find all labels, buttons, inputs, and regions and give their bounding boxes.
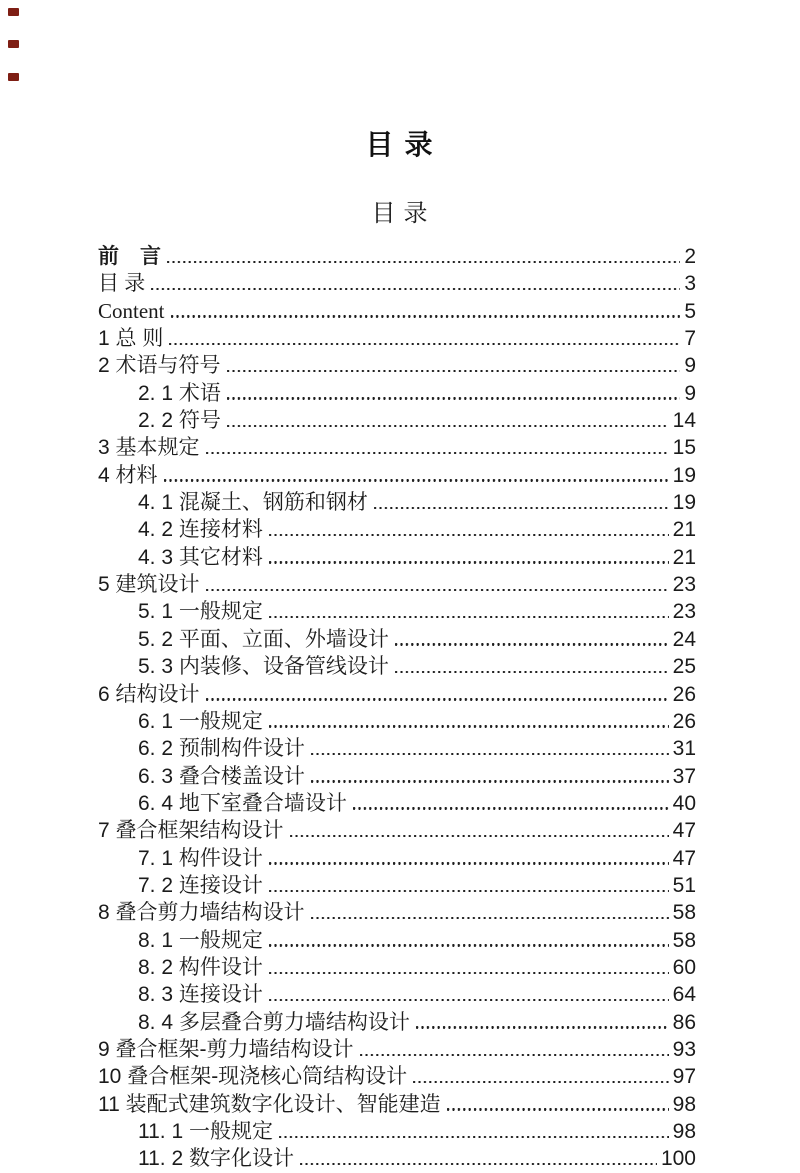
toc-entry-page: 64: [672, 983, 696, 1007]
toc-entry[interactable]: [98, 1036, 696, 1063]
toc-entry[interactable]: [98, 544, 696, 571]
toc-entry-label: Content: [98, 298, 165, 323]
toc-entry-page: 37: [672, 764, 696, 788]
toc-entry[interactable]: [98, 1063, 696, 1090]
dot-leader: [227, 397, 680, 399]
toc-entry-page: 98: [672, 1120, 696, 1143]
dot-leader: [206, 452, 669, 454]
toc-entry-page: 3: [684, 272, 696, 296]
toc-entry[interactable]: [98, 380, 696, 407]
dot-leader: [395, 643, 669, 645]
dot-leader: [395, 671, 669, 673]
toc-entry-label: 4. 1 混凝土、钢筋和钢材: [138, 491, 368, 515]
toc-entry-page: 58: [672, 901, 696, 925]
toc-entry[interactable]: [98, 1091, 696, 1118]
dot-leader: [311, 917, 669, 919]
toc-entry[interactable]: [98, 872, 696, 899]
toc-entry[interactable]: [98, 571, 696, 598]
toc-entry[interactable]: [98, 981, 696, 1008]
toc-entry-page: 7: [684, 327, 696, 351]
toc-entry-label: 11 装配式建筑数字化设计、智能建造: [98, 1092, 441, 1116]
toc-entry-page: 5: [684, 299, 696, 323]
dot-leader: [269, 944, 669, 946]
toc-entry[interactable]: [98, 516, 696, 543]
dot-leader: [353, 807, 669, 809]
toc-entry-page: 31: [672, 737, 696, 761]
dot-leader: [269, 890, 669, 892]
toc-entry-page: 40: [672, 791, 696, 815]
toc-entry[interactable]: [98, 653, 696, 680]
toc-entry-label: 8. 2 构件设计: [138, 955, 263, 979]
dot-leader: [164, 479, 669, 481]
toc-entry-label: 4 材料: [98, 463, 158, 487]
toc-entry-page: 100: [660, 1147, 696, 1171]
red-stamp-mark: [8, 8, 19, 16]
dot-leader: [311, 753, 669, 755]
toc-entry-page: 26: [672, 709, 696, 733]
toc-entry-label: 8. 3 连接设计: [138, 983, 263, 1007]
toc-entry-label: 5. 2 平面、立面、外墙设计: [138, 627, 389, 651]
toc-entry-label: 5. 3 内装修、设备管线设计: [138, 655, 389, 679]
dot-leader: [413, 1081, 668, 1083]
toc-entry-label: 8. 4 多层叠合剪力墙结构设计: [138, 1010, 410, 1034]
dot-leader: [269, 616, 669, 618]
toc-entry-page: 26: [672, 682, 696, 706]
toc-entry-label: 2 术语与符号: [98, 354, 221, 378]
toc-entry-label: 7. 2 连接设计: [138, 873, 263, 897]
toc-entry-page: 2: [684, 245, 696, 268]
toc-entry-page: 60: [672, 955, 696, 979]
dot-leader: [151, 288, 680, 290]
dot-leader: [374, 507, 669, 509]
toc-entry[interactable]: [98, 243, 696, 270]
toc-entry-label: 9 叠合框架-剪力墙结构设计: [98, 1037, 354, 1061]
toc-entry-label: 1 总 则: [98, 327, 164, 351]
toc-entry-page: 58: [672, 928, 696, 952]
toc-entry[interactable]: [98, 298, 696, 325]
toc-entry[interactable]: [98, 899, 696, 926]
toc-entry-page: 51: [672, 873, 696, 897]
toc-entry[interactable]: [98, 763, 696, 790]
toc-entry-page: 15: [672, 436, 696, 460]
toc-entry-label: 11. 2 数字化设计: [138, 1147, 294, 1171]
dot-leader: [206, 698, 669, 700]
toc-entry-label: 6. 4 地下室叠合墙设计: [138, 791, 347, 815]
dot-leader: [167, 261, 680, 263]
toc-entry[interactable]: [98, 407, 696, 434]
toc-entry-label: 3 基本规定: [98, 436, 200, 460]
toc-entry-page: 24: [672, 627, 696, 651]
toc-entry-label: 4. 3 其它材料: [138, 545, 263, 569]
toc-entry-page: 21: [672, 545, 696, 569]
toc-entry[interactable]: [98, 462, 696, 489]
toc-entry[interactable]: [98, 927, 696, 954]
toc-entry[interactable]: [98, 489, 696, 516]
toc-entry-label: 前 言: [98, 245, 161, 268]
toc-entry-label: 2. 2 符号: [138, 409, 221, 433]
toc-entry[interactable]: [98, 1145, 696, 1172]
toc-entry-label: 目 录: [98, 271, 146, 296]
toc-entry-page: 14: [672, 409, 696, 433]
toc-heading: 目 录: [371, 201, 429, 227]
toc-entry-page: 86: [672, 1010, 696, 1034]
toc-entry[interactable]: [98, 845, 696, 872]
toc-entry[interactable]: [98, 735, 696, 762]
toc-entry-label: 6. 1 一般规定: [138, 709, 263, 733]
dot-leader: [300, 1163, 657, 1165]
toc-entry-label: 5. 1 一般规定: [138, 600, 263, 624]
red-stamp-mark: [8, 40, 19, 48]
red-stamp-mark: [8, 73, 19, 81]
toc-entry[interactable]: [98, 954, 696, 981]
toc-entry[interactable]: [98, 790, 696, 817]
toc-entry-label: 6 结构设计: [98, 682, 200, 706]
toc-entry-page: 9: [684, 354, 696, 378]
toc-entry[interactable]: [98, 626, 696, 653]
dot-leader: [447, 1108, 669, 1110]
toc-entry[interactable]: [98, 708, 696, 735]
toc-entry-page: 23: [672, 573, 696, 597]
toc-entry-label: 8 叠合剪力墙结构设计: [98, 901, 305, 925]
toc-entry-label: 7 叠合框架结构设计: [98, 819, 284, 843]
toc-entry[interactable]: [98, 1118, 696, 1145]
dot-leader: [269, 725, 669, 727]
toc-entry-page: 98: [672, 1092, 696, 1116]
dot-leader: [360, 1054, 669, 1056]
toc-entry[interactable]: [98, 434, 696, 461]
toc-entry[interactable]: [98, 681, 696, 708]
toc-entry-page: 19: [672, 491, 696, 515]
toc-entry-page: 93: [672, 1037, 696, 1061]
toc-entry-label: 4. 2 连接材料: [138, 518, 263, 542]
toc-entry[interactable]: [98, 325, 696, 352]
toc-entry-page: 9: [684, 381, 696, 405]
toc-entry-label: 7. 1 构件设计: [138, 846, 263, 870]
toc-list: [98, 243, 696, 1173]
toc-entry-page: 23: [672, 600, 696, 624]
dot-leader: [290, 835, 669, 837]
dot-leader: [269, 972, 669, 974]
dot-leader: [227, 370, 681, 372]
toc-entry-page: 97: [672, 1065, 696, 1089]
toc-entry[interactable]: [98, 352, 696, 379]
toc-entry-page: 47: [672, 819, 696, 843]
toc-entry[interactable]: [98, 598, 696, 625]
toc-entry[interactable]: [98, 1009, 696, 1036]
dot-leader: [269, 561, 669, 563]
dot-leader: [269, 862, 669, 864]
dot-leader: [171, 315, 681, 317]
toc-entry-label: 6. 3 叠合楼盖设计: [138, 764, 305, 788]
toc-entry[interactable]: [98, 270, 696, 297]
dot-leader: [169, 343, 680, 345]
dot-leader: [311, 780, 669, 782]
toc-entry-label: 11. 1 一般规定: [138, 1120, 273, 1143]
toc-entry-page: 47: [672, 846, 696, 870]
toc-entry-page: 21: [672, 518, 696, 542]
toc-entry-page: 25: [672, 655, 696, 679]
toc-entry-label: 6. 2 预制构件设计: [138, 737, 305, 761]
dot-leader: [279, 1136, 669, 1138]
document-title: 目 录: [365, 130, 435, 161]
dot-leader: [206, 589, 669, 591]
toc-entry[interactable]: [98, 817, 696, 844]
toc-entry-page: 19: [672, 463, 696, 487]
toc-entry-label: 2. 1 术语: [138, 381, 221, 405]
dot-leader: [269, 534, 669, 536]
toc-entry-label: 8. 1 一般规定: [138, 928, 263, 952]
dot-leader: [416, 1026, 669, 1028]
dot-leader: [227, 425, 669, 427]
toc-entry-label: 5 建筑设计: [98, 573, 200, 597]
dot-leader: [269, 999, 669, 1001]
toc-entry-label: 10 叠合框架-现浇核心筒结构设计: [98, 1065, 408, 1089]
